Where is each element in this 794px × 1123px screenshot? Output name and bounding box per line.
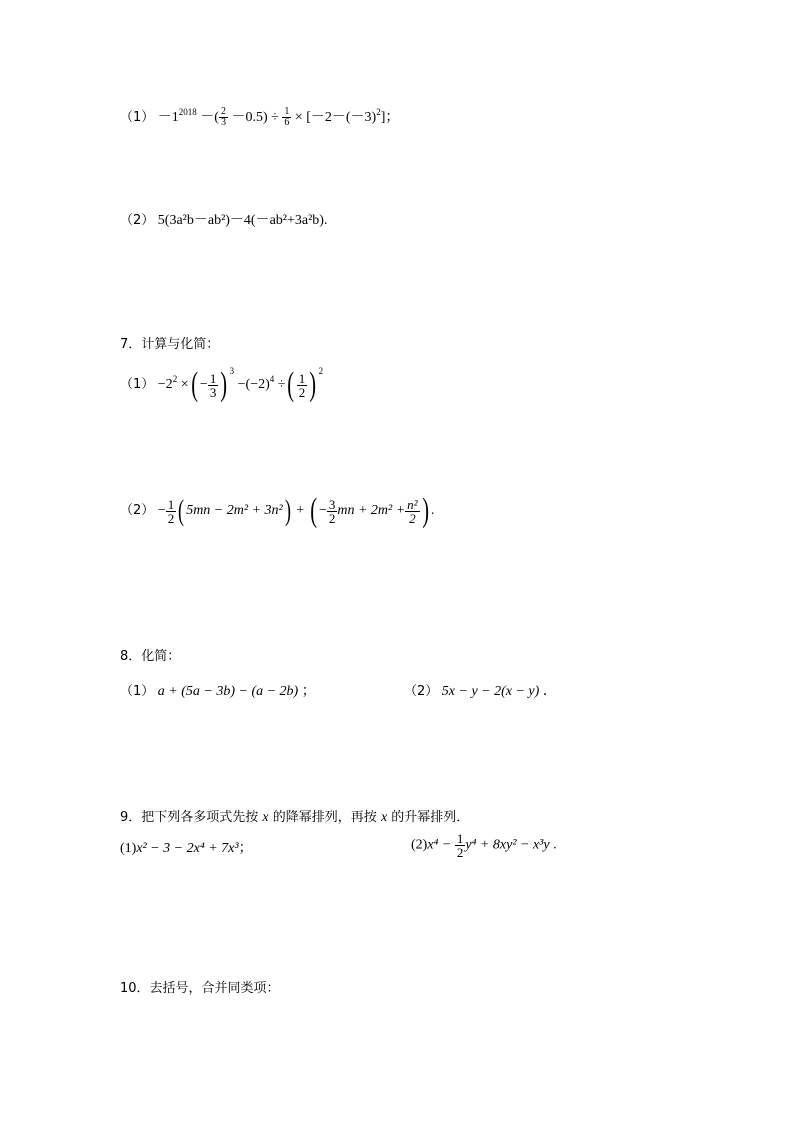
div-sign: ÷ — [277, 377, 286, 393]
expr-term: −2 — [157, 377, 173, 393]
fraction: $\frac{1}{2}$ — [167, 496, 175, 526]
exponent: 2018 — [178, 107, 197, 117]
part-label: （1） — [120, 110, 155, 125]
part-label: （2） — [404, 684, 439, 699]
title-text: 的升幂排列． — [391, 810, 470, 825]
q7-part1 — [120, 368, 323, 402]
fraction: $\frac{\text{n²}}{2}$ — [407, 496, 418, 526]
end-mark: . — [553, 837, 557, 853]
end-mark: ； — [301, 684, 316, 699]
q6-part1 — [120, 106, 399, 128]
part-label: (1) — [120, 841, 137, 856]
q9-title — [120, 806, 469, 826]
expression: a + (5a − 3b) − (a − 2b) — [157, 684, 299, 699]
expr-term: －0.5) ÷ — [231, 110, 279, 125]
expr-term: ]； — [380, 110, 400, 125]
fraction: $\frac{1}{2}$ — [298, 370, 306, 400]
minus-sign: − — [318, 503, 327, 519]
q8-part2 — [404, 680, 557, 700]
fraction: $\frac{2}{3}$ — [220, 106, 226, 129]
q10-title: 10．去括号，合并同类项： — [120, 981, 280, 996]
expression: 5x − y − 2(x − y) — [441, 684, 540, 699]
exponent: 2 — [376, 107, 381, 117]
fraction: $\frac{3}{2}$ — [328, 496, 336, 526]
expression: y⁴ + 8xy² − x³y — [465, 837, 550, 853]
end-mark: . — [430, 503, 435, 519]
plus-sign: + — [296, 503, 305, 519]
part-label: （1） — [120, 684, 155, 699]
variable: x — [262, 810, 269, 825]
title-text: 的降幂排列，再按 — [272, 810, 377, 825]
paren-left: ( — [287, 366, 295, 403]
q7-part2 — [120, 494, 434, 528]
paren-right: ) — [309, 366, 317, 403]
variable: x — [380, 810, 388, 825]
times-sign: × — [180, 377, 189, 393]
q9-part1 — [120, 837, 253, 857]
q8-title: 8．化简： — [120, 649, 181, 664]
fraction: $\frac{1}{2}$ — [456, 831, 464, 860]
part-label: （2） — [120, 213, 155, 228]
paren-right: ) — [421, 492, 429, 529]
title-text: 9．把下列各多项式先按 — [120, 810, 259, 825]
exponent: 3 — [229, 366, 235, 377]
expression: 5(3a²b－ab²)－4(－ab²+3a²b). — [157, 213, 328, 228]
q6-part2 — [120, 209, 327, 229]
q9-part2 — [411, 832, 557, 859]
minus-sign: − — [157, 503, 166, 519]
paren-right: ) — [284, 494, 291, 527]
fraction: $\frac{1}{3}$ — [209, 370, 217, 400]
part-label: （2） — [120, 503, 155, 519]
end-mark: ； — [238, 841, 253, 856]
q8-part1 — [120, 680, 316, 700]
fraction: $\frac{1}{6}$ — [284, 106, 290, 129]
expr-term: －( — [200, 110, 219, 125]
paren-left: ( — [190, 366, 198, 403]
exponent: 4 — [269, 374, 275, 385]
expression: mn + 2m² + — [337, 503, 406, 519]
part-label: （1） — [120, 377, 155, 393]
part-label: (2) — [411, 837, 428, 853]
exponent: 2 — [172, 374, 178, 385]
exponent: 2 — [318, 366, 324, 377]
paren-right: ) — [220, 366, 228, 403]
expression: x² − 3 − 2x⁴ + 7x³ — [136, 841, 239, 856]
expr-term: × [－2－(－3) — [294, 110, 377, 125]
expr-term: －1 — [157, 110, 179, 125]
q7-title: 7．计算与化简： — [120, 337, 220, 352]
paren-left: ( — [178, 494, 185, 527]
expression: x⁴ − — [427, 837, 452, 853]
expr-term: −(−2) — [237, 377, 270, 393]
expression: 5mn − 2m² + 3n² — [186, 503, 283, 519]
end-mark: ． — [542, 684, 557, 699]
minus-sign: − — [199, 377, 208, 393]
paren-left: ( — [309, 492, 317, 529]
